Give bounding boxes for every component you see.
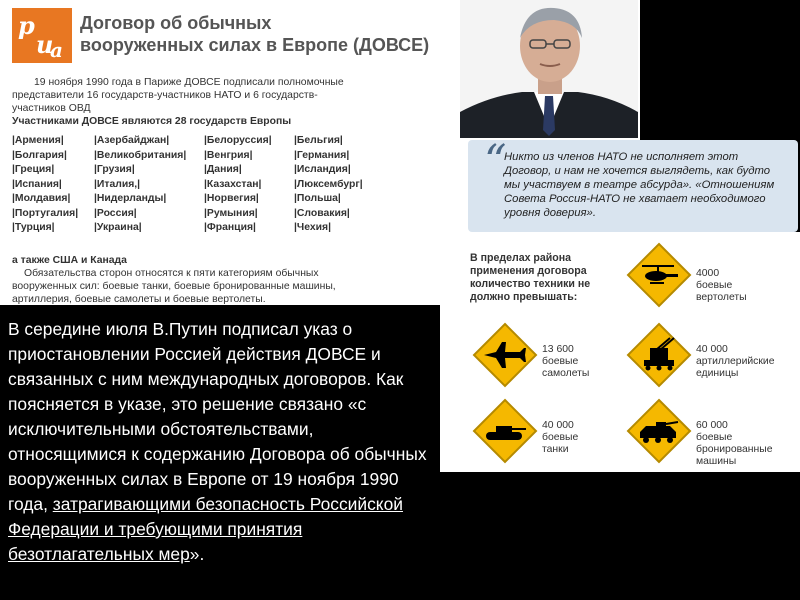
limits-panel [440,232,800,472]
limit-label-armored-vehicles [696,420,786,468]
fighter-jet-icon [472,322,538,388]
limits-heading: В пределах района применения договора количество техники не должно превышать: [470,252,591,303]
state-cell: |Нидерланды| [94,193,167,204]
state-cell: |Франция| [204,222,256,233]
intro-line-3: участников ОВД [12,103,91,114]
caption-end: ». [189,544,205,564]
limit-label-artillery [696,344,796,380]
also-usa-canada: а также США и Канада [12,255,127,266]
state-cell: |Болгария| [12,149,67,161]
state-cell: |Чехия| [294,222,331,233]
state-cell: |Исландия| [294,164,351,175]
armored-vehicle-icon [626,398,692,464]
caption-box [0,305,440,600]
limit-text: боевые самолеты [542,356,590,379]
ria-logo: р и а [12,8,72,63]
caption-text [8,317,428,567]
title-line-2: вооруженных силах в Европе (ДОВСЕ) [80,35,430,55]
limit-label-tanks [542,420,592,456]
state-cell: |Армения| [12,135,64,146]
state-cell: |Молдавия| [12,193,71,204]
intro-text [12,76,372,128]
tank-icon [472,398,538,464]
limit-label-helicopters [696,268,766,304]
state-cell: |Люксембург| [294,178,363,190]
limit-number: 4000 [696,268,720,279]
participants-heading: Участниками ДОВСЕ являются 28 государств Европы [12,116,292,127]
state-cell: |Венгрия| [204,149,253,161]
state-cell: |Италия,| [94,178,141,190]
state-cell: |Румыния| [204,207,258,219]
state-cell: |Дания| [204,164,242,175]
limit-text: артиллерийские единицы [696,356,775,379]
speaker-photo [460,0,638,138]
limit-number: 40 000 [696,344,728,355]
state-cell: |Португалия| [12,207,79,219]
limit-label-aircraft [542,344,592,380]
limit-text: боевые вертолеты [696,280,747,303]
state-cell: |Россия| [94,207,137,219]
intro-line-1: 19 ноября 1990 года в Париже ДОВСЕ подписали полномочные [34,77,344,88]
state-cell: |Норвегия| [204,193,259,204]
infographic-title [80,12,429,56]
quote-panel [468,136,798,232]
state-cell: |Польша| [294,193,341,204]
scope-line-2: вооруженных сил: боевые танки, боевые бронированные машины, [12,281,336,292]
state-cell: |Белоруссия| [204,135,272,146]
state-cell: |Великобритания| [94,149,187,161]
limit-text: боевые танки [542,432,579,455]
state-cell: |Словакия| [294,207,350,219]
state-cell: |Грузия| [94,164,135,175]
state-cell: |Украина| [94,222,142,233]
limit-number: 60 000 [696,420,728,431]
caption-plain: В середине июля В.Путин подписал указ о приостановлении Россией действия ДОВСЕ и связанных с ним международных договоров. Как поясняется в указе, это решение связано «с исключительными обстоятельствами, относящимися к содержанию Договора об обычных вооруженных силах в Европе от 19 ноября 1990 года, [8,319,427,514]
state-cell: |Германия| [294,149,350,161]
scope-line-1: Обязательства сторон относятся к пяти категориям обычных [24,268,319,279]
state-cell: |Турция| [12,222,55,233]
state-cell: |Греция| [12,164,55,175]
scope-line-3: артиллерия, боевые самолеты и боевые вертолеты. [12,294,266,305]
limit-number: 13 600 [542,344,574,355]
limit-number: 40 000 [542,420,574,431]
artillery-icon [626,322,692,388]
helicopter-icon [626,242,692,308]
quote-text: Никто из членов НАТО не исполняет этот Договор, и нам не хочется выглядеть, как будто мы участвуем в театре абсурда». «Отношениям Совета Россия-НАТО не хватает необходимого уровня доверия». [504,151,775,219]
state-cell: |Бельгия| [294,135,343,146]
scope-text [12,254,372,306]
limit-text: боевые бронированные машины [696,432,773,467]
title-line-1: Договор об обычных [80,13,272,33]
quote-mark: “ [484,136,507,187]
state-cell: |Испания| [12,178,62,190]
intro-line-2: представители 16 государств-участников НАТО и 6 государств- [12,90,318,101]
caption-underlined: затрагивающими безопасность Российской Федерации и требующими принятия безотлагательных мер [8,494,403,564]
state-cell: |Казахстан| [204,178,262,190]
state-cell: |Азербайджан| [94,135,170,146]
